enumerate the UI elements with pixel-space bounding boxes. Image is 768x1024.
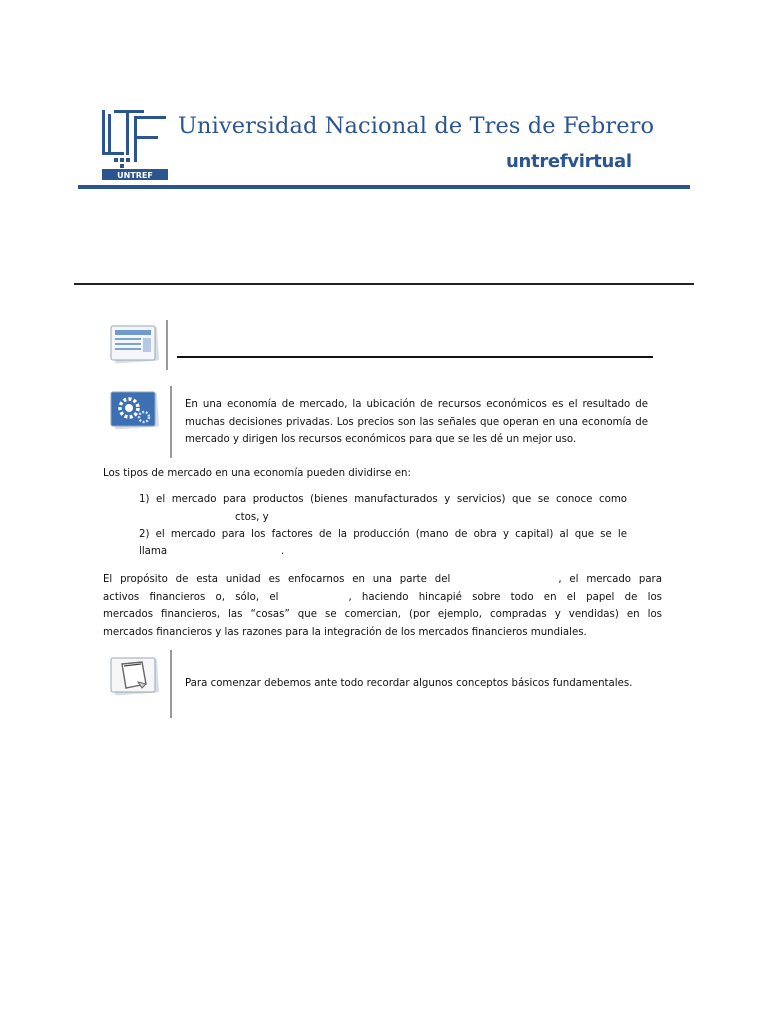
header-divider (78, 185, 690, 189)
platform-name: untrefvirtual (506, 151, 632, 172)
purpose-line-3: mercados financieros, las “cosas” que se comercian, (por ejemplo, compradas y vendidas) en los (103, 609, 662, 620)
gear-icon (108, 388, 160, 432)
intro-paragraph: En una economía de mercado, la ubicación de recursos económicos es el resultado de muchas decisiones privadas. Los precios son las señales que operan en una economía de mercado y dirigen los recursos económicos para que se les dé un mejor uso. (185, 399, 648, 445)
untref-logo (100, 108, 172, 182)
market-type-item-2-end: . (281, 546, 285, 557)
document-icon (108, 322, 160, 366)
title-underline (177, 356, 653, 358)
market-type-item-1-cont: ctos, y (235, 512, 269, 523)
market-type-item-2: 2) el mercado para los factores de la producción (mano de obra y capital) al que se le (139, 529, 627, 540)
block-divider (170, 386, 172, 458)
market-types-lead: Los tipos de mercado en una economía pueden dividirse en: (103, 468, 411, 479)
purpose-line-2: activos financieros o, sólo, el , haciendo hincapié sobre todo en el papel de los (103, 591, 662, 603)
logo-caption: UNTREF (117, 171, 153, 180)
closing-paragraph: Para comenzar debemos ante todo recordar algunos conceptos básicos fundamentales. (185, 678, 633, 689)
market-type-item-1: 1) el mercado para productos (bienes manufacturados y servicios) que se conoce como (139, 494, 627, 505)
purpose-paragraph (103, 571, 662, 641)
purpose-line-4: mercados financieros y las razones para la integración de los mercados financieros mundiales. (103, 626, 587, 638)
section-divider (74, 283, 694, 285)
block-divider (166, 320, 168, 370)
block-divider (170, 650, 172, 718)
note-icon (108, 654, 160, 698)
purpose-line-1: El propósito de esta unidad es enfocarnos en una parte del , el mercado para (103, 574, 662, 585)
market-type-item-2-cont: llama (139, 546, 168, 557)
university-name: Universidad Nacional de Tres de Febrero (178, 113, 655, 139)
